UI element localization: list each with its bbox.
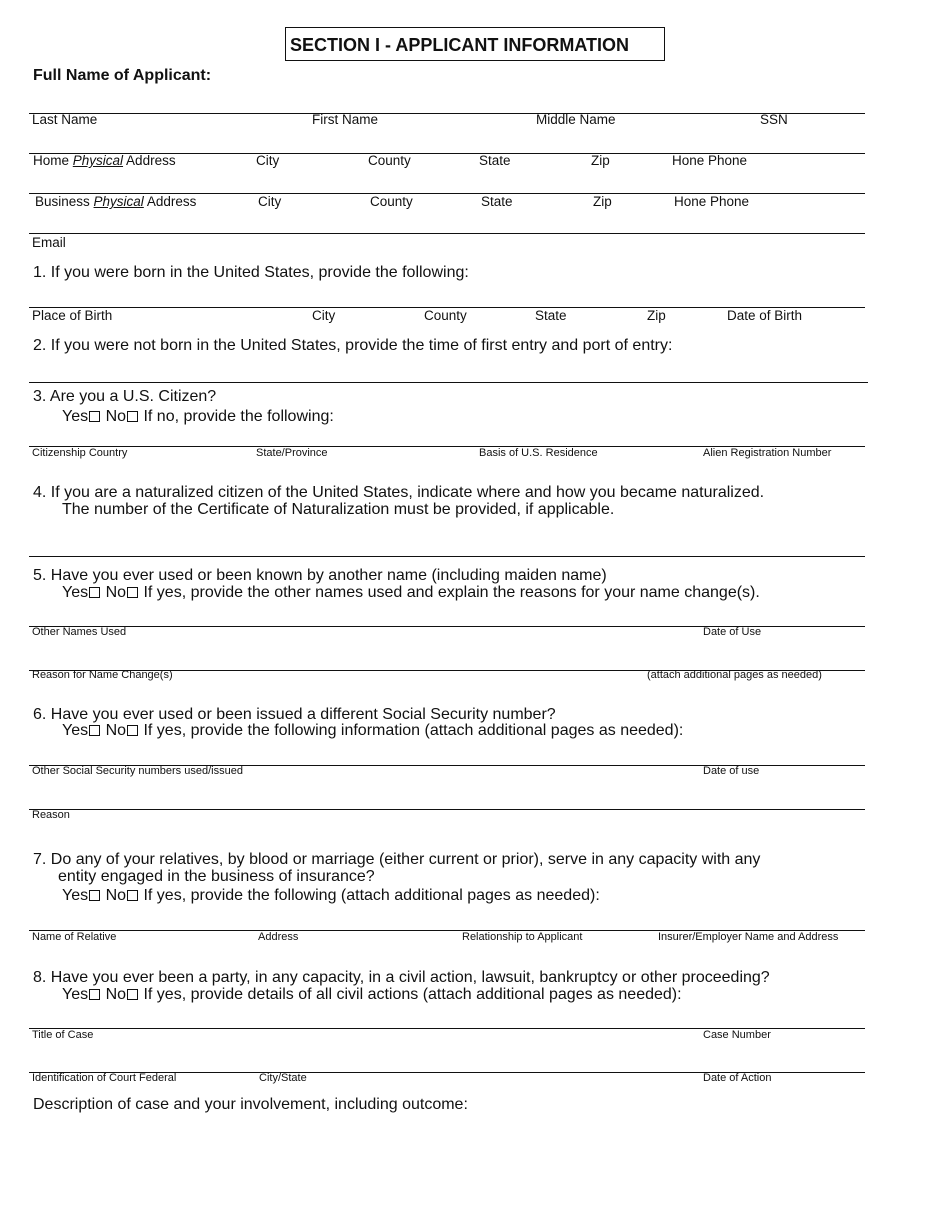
home-city-label: City xyxy=(256,153,280,168)
birth-state-label: State xyxy=(535,308,567,323)
home-state-label: State xyxy=(479,153,511,168)
place-of-birth-label: Place of Birth xyxy=(32,308,113,323)
date-of-birth-label: Date of Birth xyxy=(727,308,803,323)
email-label: Email xyxy=(32,235,66,250)
name-line[interactable] xyxy=(29,113,865,114)
birth-county-label: County xyxy=(424,308,467,323)
home-zip-label: Zip xyxy=(591,153,610,168)
question-7-options: Yes No If yes, provide the following (attach additional pages as needed): xyxy=(62,887,600,904)
relative-name-label: Name of Relative xyxy=(32,931,117,943)
name-date-of-use-label: Date of Use xyxy=(703,626,762,638)
case-description-label: Description of case and your involvement, including outcome: xyxy=(33,1096,468,1113)
ssn-reason-label: Reason xyxy=(32,809,70,821)
business-state-label: State xyxy=(481,194,513,209)
middle-name-label: Middle Name xyxy=(536,112,616,127)
naturalization-line[interactable] xyxy=(29,556,865,557)
business-phone-label: Hone Phone xyxy=(674,194,750,209)
q3-yes-checkbox[interactable] xyxy=(89,411,100,422)
q8-yes-checkbox[interactable] xyxy=(89,989,100,1000)
q3-no-checkbox[interactable] xyxy=(127,411,138,422)
q7-yes-checkbox[interactable] xyxy=(89,890,100,901)
question-5-options: Yes No If yes, provide the other names used and explain the reasons for your name change(s). xyxy=(62,584,760,601)
last-name-label: Last Name xyxy=(32,112,98,127)
full-name-heading: Full Name of Applicant: xyxy=(33,67,212,84)
q5-no-checkbox[interactable] xyxy=(127,587,138,598)
court-city-state-label: City/State xyxy=(259,1072,307,1084)
birth-zip-label: Zip xyxy=(647,308,666,323)
state-province-label: State/Province xyxy=(256,447,328,459)
ssn-label: SSN xyxy=(760,112,788,127)
business-city-label: City xyxy=(258,194,282,209)
entry-line[interactable] xyxy=(29,382,868,383)
q8-no-checkbox[interactable] xyxy=(127,989,138,1000)
other-ssn-label: Other Social Security numbers used/issued xyxy=(32,765,243,777)
question-5: 5. Have you ever used or been known by another name (including maiden name) xyxy=(33,567,607,584)
question-7-line-2: entity engaged in the business of insurance? xyxy=(58,868,375,885)
question-8-options: Yes No If yes, provide details of all civil actions (attach additional pages as needed): xyxy=(62,986,682,1003)
first-name-label: First Name xyxy=(312,112,379,127)
q5-yes-checkbox[interactable] xyxy=(89,587,100,598)
title-of-case-label: Title of Case xyxy=(32,1029,94,1041)
email-line[interactable] xyxy=(29,233,865,234)
question-6: 6. Have you ever used or been issued a different Social Security number? xyxy=(33,706,556,723)
question-4-line-1: 4. If you are a naturalized citizen of the United States, indicate where and how you became naturalized. xyxy=(33,484,765,501)
question-6-options: Yes No If yes, provide the following information (attach additional pages as needed): xyxy=(62,722,684,739)
alien-registration-label: Alien Registration Number xyxy=(703,447,832,459)
relative-address-label: Address xyxy=(258,931,299,943)
q6-no-checkbox[interactable] xyxy=(127,725,138,736)
date-of-action-label: Date of Action xyxy=(703,1072,772,1084)
question-3-options: Yes No If no, provide the following: xyxy=(62,408,334,425)
basis-residence-label: Basis of U.S. Residence xyxy=(479,447,598,459)
question-8: 8. Have you ever been a party, in any capacity, in a civil action, lawsuit, bankruptcy or other proceeding? xyxy=(33,969,770,986)
question-3: 3. Are you a U.S. Citizen? xyxy=(33,388,217,405)
q6-yes-checkbox[interactable] xyxy=(89,725,100,736)
relationship-label: Relationship to Applicant xyxy=(462,931,583,943)
attach-pages-note: (attach additional pages as needed) xyxy=(647,669,822,681)
question-1: 1. If you were born in the United States, provide the following: xyxy=(33,264,469,281)
question-4-line-2: The number of the Certificate of Naturalization must be provided, if applicable. xyxy=(62,501,615,518)
home-address-label: Home Physical Address xyxy=(33,153,176,168)
business-county-label: County xyxy=(370,194,413,209)
case-number-label: Case Number xyxy=(703,1029,771,1041)
home-county-label: County xyxy=(368,153,411,168)
ssn-date-of-use-label: Date of use xyxy=(703,765,760,777)
home-phone-label: Hone Phone xyxy=(672,153,748,168)
other-names-label: Other Names Used xyxy=(32,626,127,638)
court-identification-label: Identification of Court Federal xyxy=(32,1072,177,1084)
business-zip-label: Zip xyxy=(593,194,612,209)
insurer-employer-label: Insurer/Employer Name and Address xyxy=(658,931,839,943)
name-reason-label: Reason for Name Change(s) xyxy=(32,669,173,681)
question-2: 2. If you were not born in the United States, provide the time of first entry and port of entry: xyxy=(33,337,673,354)
citizenship-country-label: Citizenship Country xyxy=(32,447,128,459)
q7-no-checkbox[interactable] xyxy=(127,890,138,901)
question-7-line-1: 7. Do any of your relatives, by blood or marriage (either current or prior), serve in any capacity with any xyxy=(33,851,761,868)
business-address-label: Business Physical Address xyxy=(35,194,197,209)
section-title: SECTION I - APPLICANT INFORMATION xyxy=(285,27,665,61)
ssn-reason-line[interactable] xyxy=(29,809,865,810)
birth-city-label: City xyxy=(312,308,336,323)
